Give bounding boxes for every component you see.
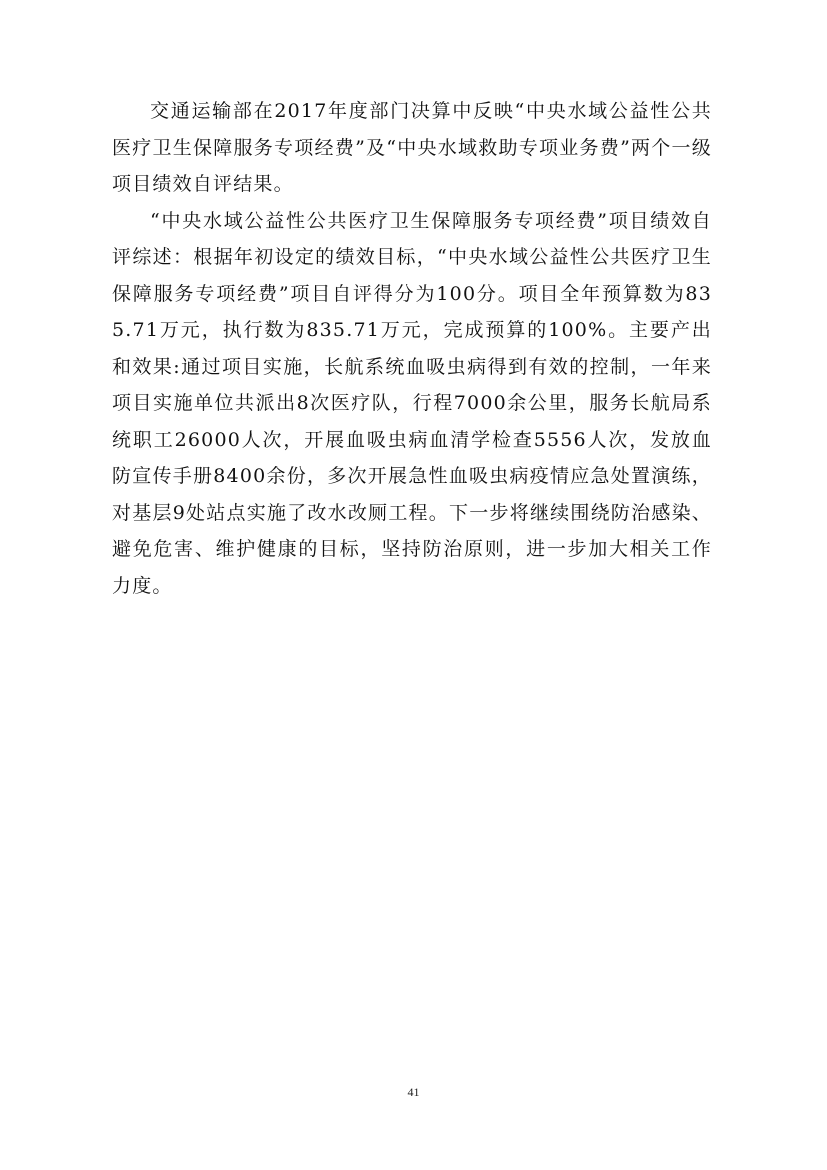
document-body [112,93,712,604]
paragraph-intro: 交通运输部在2017年度部门决算中反映“中央水域公益性公共医疗卫生保障服务专项经费”及“中央水域救助专项业务费”两个一级项目绩效自评结果。 [112,100,712,195]
paragraph-medical-project-summary: “中央水域公益性公共医疗卫生保障服务专项经费”项目绩效自评综述：根据年初设定的绩效目标，“中央水域公益性公共医疗卫生保障服务专项经费”项目自评得分为100分。项目全年预算数为835.71万元，执行数为835.71万元，完成预算的100%。主要产出和效果:通过项目实施，长航系统血吸虫病得到有效的控制，一年来项目实施单位共派出8次医疗队，行程7000余公里，服务长航局系统职工26000人次，开展血吸虫病血清学检查5556人次，发放血防宣传手册8400余份，多次开展急性血吸虫病疫情应急处置演练，对基层9处站点实施了改水改厕工程。下一步将继续围绕防治感染、避免危害、维护健康的目标，坚持防治原则，进一步加大相关工作力度。 [112,209,712,597]
page-number: 41 [407,1085,420,1099]
